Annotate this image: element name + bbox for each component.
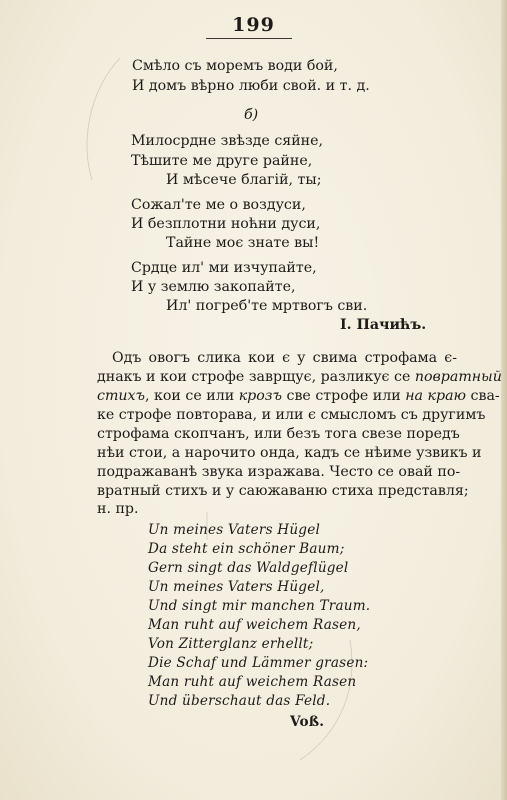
prose-text: Одъ овогъ слика кои є у свима строфама є- — [112, 350, 457, 366]
verse-line: Милосрдне звѣзде сяйне, — [131, 133, 324, 149]
verse-line: Тѣшите ме друге райне, — [131, 153, 313, 169]
prose-line — [97, 463, 460, 481]
prose-text: н. пр. — [97, 501, 139, 517]
german-verse-line: Man ruht auf weichem Rasen — [148, 674, 357, 690]
emphasis-text: крозъ — [238, 388, 282, 404]
prose-text: сва- — [466, 388, 500, 404]
german-poem-author: Voß. — [290, 714, 325, 730]
verse-line: Смѣло съ моремъ води бой, — [132, 58, 338, 74]
verse-line: Ил' погреб'те мртвогъ сви. — [166, 298, 368, 314]
prose-text: строфама скопчанъ, или безъ тога свезе поредъ — [97, 426, 460, 442]
page-edge — [501, 0, 507, 800]
prose-line — [97, 482, 469, 500]
prose-text: ке строфе повторава, и или є смысломъ съ другимъ — [97, 407, 486, 423]
prose-line — [97, 387, 500, 405]
german-verse-line: Un meines Vaters Hügel — [148, 522, 320, 538]
verse-line: Тайне моє знате вы! — [166, 235, 320, 251]
verse-line: Сожал'те ме о воздуси, — [131, 197, 306, 213]
german-verse-line: Und singt mir manchen Traum. — [148, 598, 371, 614]
german-verse-line: Da steht ein schöner Baum; — [148, 541, 345, 557]
prose-line — [112, 349, 457, 367]
verse-line: И у землю закопайте, — [131, 279, 296, 295]
verse-line: И домъ вѣрно люби свой. и т. д. — [132, 78, 370, 94]
prose-text: вратный стихъ и у саюжаваню стиха представля; — [97, 483, 469, 499]
prose-text: нѣи стои, а нарочито онда, кадъ се нѣиме узвикъ и — [97, 445, 482, 461]
german-verse-line: Die Schaf und Lämmer grasen: — [148, 655, 369, 671]
page-number: 199 — [232, 14, 275, 36]
header-rule — [206, 38, 292, 39]
prose-line — [97, 500, 139, 518]
german-verse-line: Von Zitterglanz erhellt; — [148, 636, 314, 652]
section-label: б) — [244, 107, 259, 123]
verse-line: И мѣсече благій, ты; — [166, 172, 322, 188]
emphasis-text: на краю — [405, 388, 467, 404]
prose-text: све строфе или — [281, 388, 406, 404]
prose-text: днакъ и кои строфе заврщує, разликує се — [97, 369, 415, 385]
page-header — [0, 14, 507, 36]
verse-line: И безплотни ноћни дуси, — [131, 216, 321, 232]
emphasis-text: повратный — [414, 369, 502, 385]
emphasis-text: стихъ — [97, 388, 145, 404]
prose-line — [97, 368, 502, 386]
prose-line — [97, 406, 485, 424]
german-verse-line: Gern singt das Waldgeflügel — [148, 560, 349, 576]
poem-author: I. Пачићъ. — [340, 317, 427, 333]
german-verse-line: Un meines Vaters Hügel, — [148, 579, 325, 595]
prose-text: , кои се или — [145, 388, 239, 404]
german-verse-line: Und überschaut das Feld. — [148, 693, 331, 709]
german-verse-line: Man ruht auf weichem Rasen, — [148, 617, 361, 633]
prose-text: подражаванѣ звука изражава. Често се овай по- — [97, 464, 461, 480]
prose-line — [97, 444, 482, 462]
prose-line — [97, 425, 460, 443]
verse-line: Срдце ил' ми изчупайте, — [131, 260, 317, 276]
